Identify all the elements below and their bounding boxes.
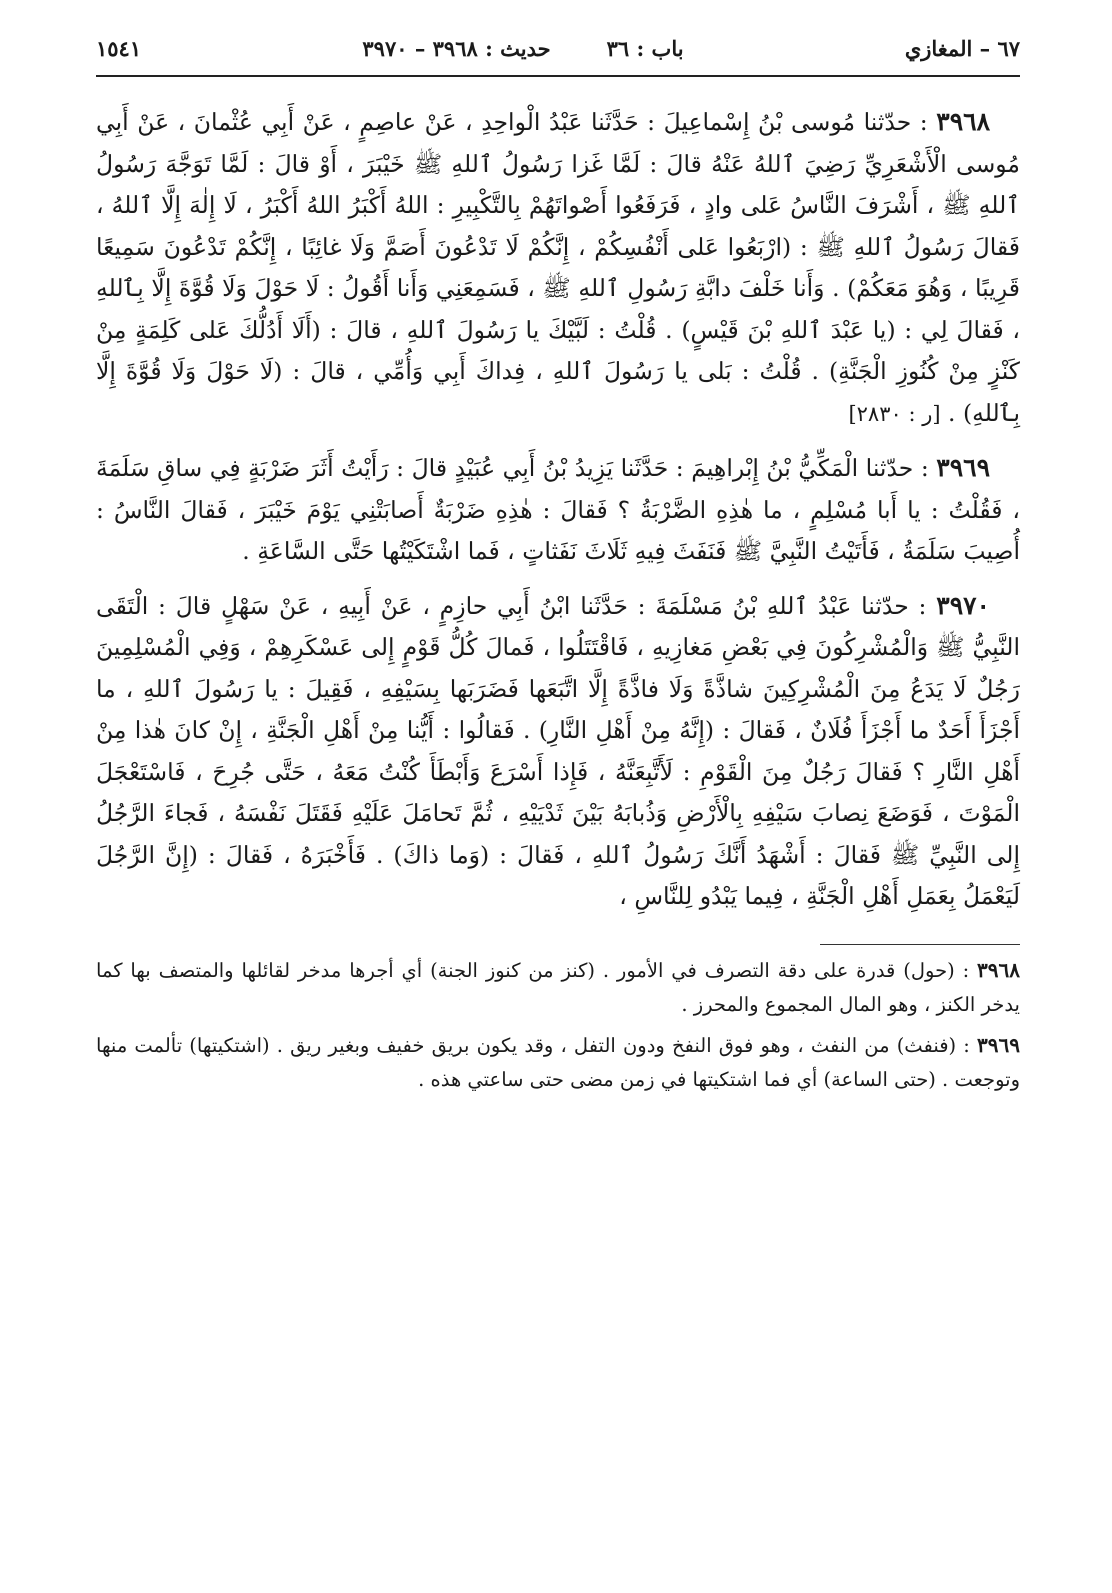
book-title: ٦٧ – المغازي [904, 36, 1020, 61]
hadith-text: : حدّثنا عَبْدُ ٱللهِ بْنُ مَسْلَمَةَ : حَدَّثَنا ابْنُ أَبِي حازِمٍ ، عَنْ أَبِيهِ ، عَنْ سَهْلٍ قالَ : الْتَقَى النَّبِيُّ ﷺ وَالْمُشْرِكُونَ فِي بَعْضِ مَغازِيهِ ، فَاقْتَتَلُوا ، فَمالَ كُلُّ قَوْمٍ إِلى عَسْكَرِهِمْ ، وَفِي الْمُسْلِمِينَ رَجُلٌ لَا يَدَعُ مِنَ الْمُشْرِكِينَ شاذَّةً وَلَا فاذَّةً إِلَّا اتَّبَعَها فَضَرَبَها بِسَيْفِهِ ، فَقِيلَ : يا رَسُولَ ٱللهِ ، ما أَجْزَأَ أَحَدٌ ما أَجْزَأَ فُلَانٌ ، فَقالَ : (إِنَّهُ مِنْ أَهْلِ النَّارِ) . فَقالُوا : أَيُّنا مِنْ أَهْلِ الْجَنَّةِ ، إِنْ كانَ هٰذا مِنْ أَهْلِ النَّارِ ؟ فَقالَ رَجُلٌ مِنَ الْقَوْمِ : لَأَتَّبِعَنَّهُ ، فَإِذا أَسْرَعَ وَأَبْطَأَ كُنْتُ مَعَهُ ، حَتَّى جُرِحَ ، فَاسْتَعْجَلَ الْمَوْتَ ، فَوَضَعَ نِصابَ سَيْفِهِ بِالْأَرْضِ وَذُبابَهُ بَيْنَ ثَدْيَيْهِ ، ثُمَّ تَحامَلَ عَلَيْهِ فَقَتَلَ نَفْسَهُ ، فَجاءَ الرَّجُلُ إِلى النَّبِيِّ ﷺ فَقالَ : أَشْهَدُ أَنَّكَ رَسُولُ ٱللهِ ، فَقالَ : (وَما ذاكَ) . فَأَخْبَرَهُ ، فَقالَ : (إِنَّ الرَّجُلَ لَيَعْمَلُ بِعَمَلِ أَهْلِ الْجَنَّةِ ، فِيما يَبْدُو لِلنَّاسِ ، [96, 591, 1020, 910]
hadith-3969 [96, 447, 1020, 573]
footnote-text: : (حول) قدرة على دقة التصرف في الأمور . (كنز من كنوز الجنة) أي أجرها مدخر لقائلها والمتصف بها كما يدخر الكنز ، وهو المال المجموع والمحرز . [96, 958, 1020, 1016]
hadith-text: : حدّثنا مُوسى بْنُ إِسْماعِيلَ : حَدَّثَنا عَبْدُ الْواحِدِ ، عَنْ عاصِمٍ ، عَنْ أَبِي عُثْمانَ ، عَنْ أَبِي مُوسى الْأَشْعَرِيِّ رَضِيَ ٱللهُ عَنْهُ قالَ : لَمَّا غَزا رَسُولُ ٱللهِ ﷺ خَيْبَرَ ، أَوْ قالَ : لَمَّا تَوَجَّهَ رَسُولُ ٱللهِ ﷺ ، أَشْرَفَ النَّاسُ عَلى وادٍ ، فَرَفَعُوا أَصْواتَهُمْ بِالتَّكْبِيرِ : اللهُ أَكْبَرُ اللهُ أَكْبَرُ ، لَا إِلٰهَ إِلَّا ٱللهُ ، فَقالَ رَسُولُ ٱللهِ ﷺ : (ارْبَعُوا عَلى أَنْفُسِكُمْ ، إِنَّكُمْ لَا تَدْعُونَ أَصَمَّ وَلَا غائِبًا ، إِنَّكُمْ تَدْعُونَ سَمِيعًا قَرِيبًا ، وَهُوَ مَعَكُمْ) . وَأَنا خَلْفَ دابَّةِ رَسُولِ ٱللهِ ﷺ ، فَسَمِعَنِي وَأَنا أَقُولُ : لَا حَوْلَ وَلَا قُوَّةَ إِلَّا بِٱللهِ ، فَقالَ لِي : (يا عَبْدَ ٱللهِ بْنَ قَيْسٍ) . قُلْتُ : لَبَّيْكَ يا رَسُولَ ٱللهِ ، قالَ : (أَلَا أَدُلُّكَ عَلى كَلِمَةٍ مِنْ كَنْزٍ مِنْ كُنُوزِ الْجَنَّةِ) . قُلْتُ : بَلى يا رَسُولَ ٱللهِ ، فِداكَ أَبِي وَأُمِّي ، قالَ : (لَا حَوْلَ وَلَا قُوَّةَ إِلَّا بِٱللهِ) . [96, 108, 1020, 427]
footnotes [96, 953, 1020, 1097]
footnote-3968 [96, 953, 1020, 1022]
chapter-label: باب : ٣٦ [606, 36, 684, 61]
footnote-3969 [96, 1028, 1020, 1097]
header-center [362, 36, 683, 61]
running-header [96, 36, 1020, 77]
hadith-number: ٣٩٦٨ [936, 107, 990, 136]
hadith-3968 [96, 101, 1020, 435]
cross-reference: [ر : ٢٨٣٠] [848, 401, 941, 426]
hadith-number: ٣٩٧٠ [936, 590, 990, 620]
hadith-range: حديث : ٣٩٦٨ – ٣٩٧٠ [362, 36, 551, 61]
footnote-number: ٣٩٦٩ [977, 1032, 1020, 1057]
footnote-number: ٣٩٦٨ [977, 957, 1020, 982]
hadith-number: ٣٩٦٩ [936, 453, 990, 482]
main-text [96, 101, 1020, 918]
hadith-3970 [96, 585, 1020, 918]
footnote-divider [820, 944, 1020, 945]
footnote-text: : (فنفث) من النفث ، وهو فوق النفخ ودون التفل ، وقد يكون بريق خفيف وبغير ريق . (اشتكيتها) تألمت منها وتوجعت . (حتى الساعة) أي فما اشتكيتها في زمن مضى حتى ساعتي هذه . [96, 1033, 1020, 1091]
page-number: ١٥٤١ [96, 36, 142, 61]
hadith-text: : حدّثنا الْمَكِّيُّ بْنُ إِبْراهِيمَ : حَدَّثَنا يَزِيدُ بْنُ أَبِي عُبَيْدٍ قالَ : رَأَيْتُ أَثَرَ ضَرْبَةٍ فِي ساقِ سَلَمَةَ ، فَقُلْتُ : يا أَبا مُسْلِمٍ ، ما هٰذِهِ الضَّرْبَةُ ؟ فَقالَ : هٰذِهِ ضَرْبَةٌ أَصابَتْنِي يَوْمَ خَيْبَرَ ، فَقالَ النَّاسُ : أُصِيبَ سَلَمَةُ ، فَأَتَيْتُ النَّبِيَّ ﷺ فَنَفَثَ فِيهِ ثَلَاثَ نَفَثاتٍ ، فَما اشْتَكَيْتُها حَتَّى السَّاعَةِ . [96, 454, 1020, 565]
